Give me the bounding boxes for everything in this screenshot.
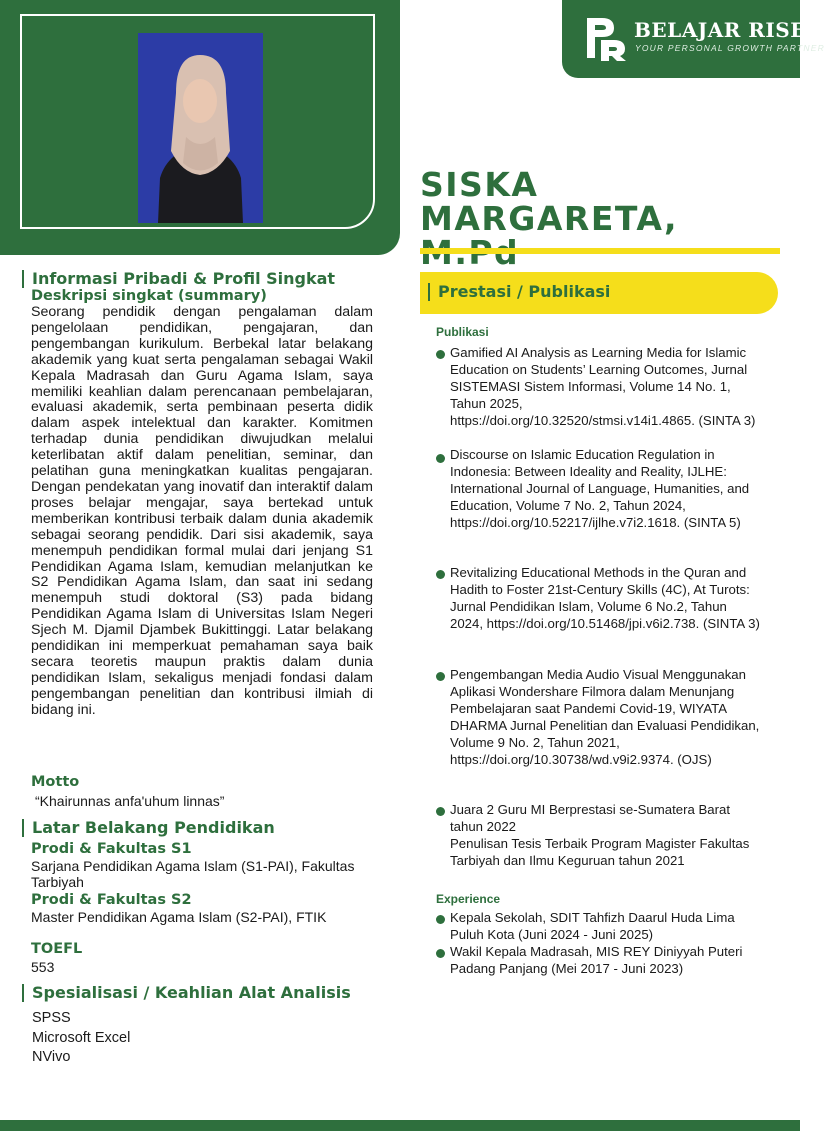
- brand-name: BELAJAR RISET: [634, 18, 822, 42]
- skill-item: SPSS: [32, 1010, 71, 1026]
- skills-list: [32, 1009, 130, 1068]
- info-heading: Informasi Pribadi & Profil Singkat: [22, 270, 335, 288]
- publication-item: Juara 2 Guru MI Berprestasi se-Sumatera Barat tahun 2022: [450, 802, 760, 836]
- s1-value: Sarjana Pendidikan Agama Islam (S1-PAI), Fakultas Tarbiyah: [31, 858, 355, 890]
- achievement-extra: Penulisan Tesis Terbaik Program Magister Fakultas Tarbiyah dan Ilmu Keguruan tahun 2021: [450, 836, 750, 868]
- education-heading: Latar Belakang Pendidikan: [22, 819, 275, 837]
- toefl-value: 553: [31, 959, 55, 975]
- publication-item: Pengembangan Media Audio Visual Menggunakan Aplikasi Wondershare Filmora dalam Menunjang Pembelajaran saat Pandemi Covid-19, WIYATA DHARMA Jurnal Penelitian dan Evaluasi Pendidikan, Volume 9 No. 2, Tahun 2021, https://doi.org/10.30738/wd.v9i2.9374. (OJS): [450, 667, 760, 768]
- achievements-banner: [420, 272, 778, 314]
- experience-item: Kepala Sekolah, SDIT Tahfizh Daarul Huda Lima Puluh Kota (Juni 2024 - Juni 2025): [450, 910, 760, 944]
- bullet-icon: [436, 949, 445, 958]
- experience-label: Experience: [436, 892, 501, 906]
- name-underline: [420, 248, 780, 254]
- summary-text: Seorang pendidik dengan pengalaman dalam pengelolaan pendidikan, pengajaran, dan pengembangan kurikulum. Berbekal latar belakang akademik yang kuat serta pengalaman sebagai Wakil Kepala Madrasah dan Guru Agama Islam, saya memiliki keahlian dalam perencanaan pembelajaran, evaluasi akademik, serta pembinaan peserta didik dalam aspek intelektual dan karakter. Komitmen terhadap dunia pendidikan diwujudkan melalui keterlibatan aktif dalam penelitian, seminar, dan pelatihan guna meningkatkan kualitas pengajaran. Dengan pendekatan yang inovatif dan interaktif dalam proses belajar mengajar, saya bertekad untuk memberikan kontribusi terbaik dalam dunia akademik sebagai seorang pendidik. Dari sisi akademik, saya menempuh pendidikan formal mulai dari jenjang S1 Pendidikan Agama Islam, kemudian melanjutkan ke S2 Pendidikan Agama Islam, dan saat ini sedang menempuh studi doktoral (S3) pada bidang Pendidikan Agama Islam di Universitas Islam Negeri Sjech M. Djamil Djambek Bukittinggi. Latar belakang pendidikan ini memperkuat pemahaman saya baik secara teoretis maupun praktis dalam dunia pendidikan Islam, sekaligus menjadi fondasi dalam pengembangan penelitian dan kontribusi ilmiah di bidang ini.: [31, 304, 373, 718]
- publication-item: Discourse on Islamic Education Regulation in Indonesia: Between Ideality and Reality, IJLHE: International Journal of Language, Humanities, and Education, Volume 7 No. 2, Tahun 2024, https://doi.org/10.52217/ijlhe.v7i2.1618. (SINTA 5): [450, 447, 760, 532]
- skills-heading: Spesialisasi / Keahlian Alat Analisis: [22, 984, 351, 1002]
- experience-item: Wakil Kepala Madrasah, MIS REY Diniyyah Puteri Padang Panjang (Mei 2017 - Juni 2023): [450, 944, 760, 978]
- bullet-icon: [436, 570, 445, 579]
- bullet-icon: [436, 807, 445, 816]
- publications-label: Publikasi: [436, 325, 489, 339]
- motto-label: Motto: [31, 774, 80, 790]
- s2-value: Master Pendidikan Agama Islam (S2-PAI), FTIK: [31, 909, 327, 925]
- achievements-heading: Prestasi / Publikasi: [428, 283, 610, 301]
- bullet-icon: [436, 454, 445, 463]
- summary-label: Deskripsi singkat (summary): [31, 288, 267, 304]
- brand-banner: [562, 0, 825, 78]
- skill-item: NVivo: [32, 1049, 71, 1065]
- s1-label: Prodi & Fakultas S1: [31, 841, 192, 857]
- publication-item: Revitalizing Educational Methods in the Quran and Hadith to Foster 21st-Century Skills (4C), At Turots: Jurnal Pendidikan Islam, Volume 6 No.2, Tahun 2024, https://doi.org/10.51468/jpi.v6i2.738. (SINTA 3): [450, 565, 760, 633]
- bullet-icon: [436, 915, 445, 924]
- brand-logo-icon: [584, 14, 628, 62]
- motto-text: “Khairunnas anfa'uhum linnas”: [35, 793, 225, 809]
- profile-photo: [138, 33, 263, 223]
- name-line-1: SISKA MARGARETA,: [420, 165, 679, 238]
- bullet-icon: [436, 350, 445, 359]
- brand-tagline: YOUR PERSONAL GROWTH PARTNER: [635, 43, 825, 53]
- publication-item: Gamified AI Analysis as Learning Media for Islamic Education on Students’ Learning Outcomes, Jurnal SISTEMASI Sistem Informasi, Volume 14 No. 1, Tahun 2025, https://doi.org/10.32520/stmsi.v14i1.4865. (SINTA 3): [450, 345, 760, 430]
- profile-name: [420, 165, 800, 270]
- bullet-icon: [436, 672, 445, 681]
- skill-item: Microsoft Excel: [32, 1029, 131, 1046]
- toefl-label: TOEFL: [31, 941, 83, 957]
- s2-label: Prodi & Fakultas S2: [31, 892, 192, 908]
- bottom-bar: [0, 1120, 800, 1131]
